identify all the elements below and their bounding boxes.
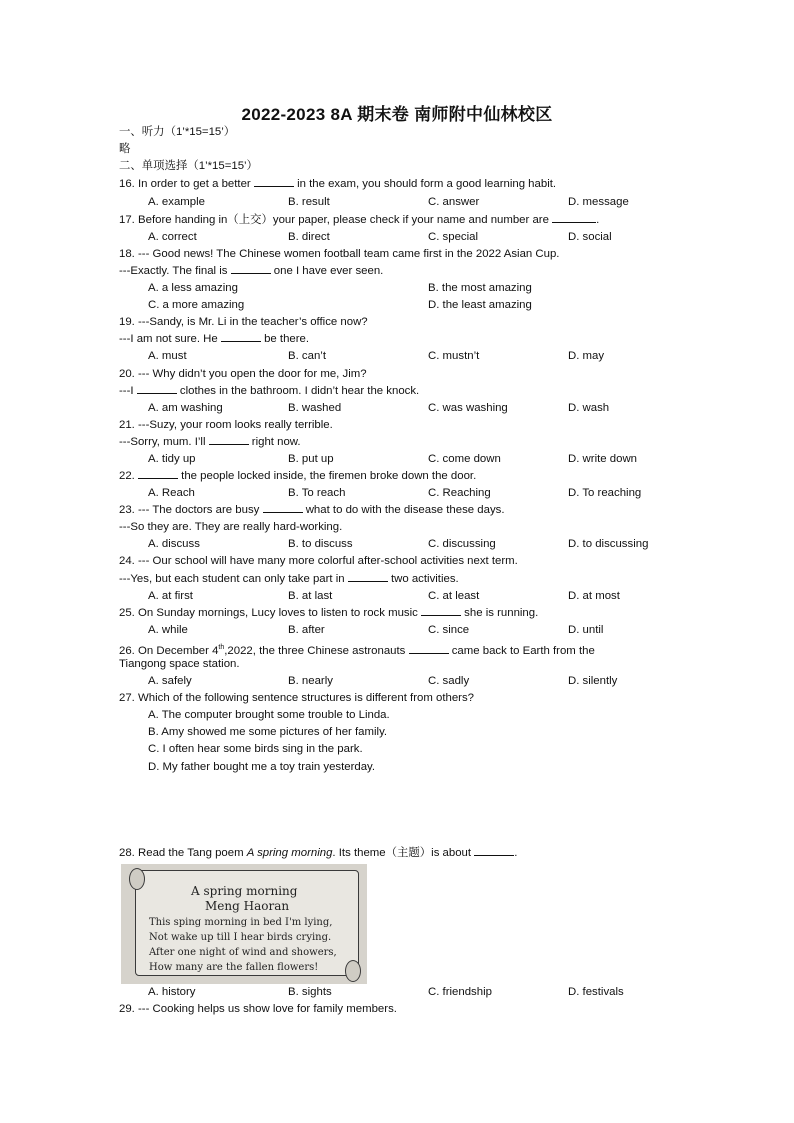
question-number: 16.: [119, 178, 135, 190]
question-29: [119, 1001, 397, 1018]
question-text: Read the Tang poem: [138, 847, 247, 859]
question-text: the people locked inside, the firemen broke down the door.: [178, 470, 477, 482]
question-19: [119, 314, 368, 331]
option-d: D. social: [568, 231, 612, 243]
option-d: D. write down: [568, 453, 638, 465]
question-number: 24.: [119, 555, 135, 567]
option-c: C. Reaching: [428, 487, 491, 499]
question-19-reply: [119, 331, 309, 348]
question-text: ,2022, the three Chinese astronauts: [224, 644, 409, 657]
option-c: C. sadly: [428, 675, 470, 687]
question-text: what to do with the disease these days.: [302, 504, 505, 516]
section-omitted-note: 略: [119, 143, 131, 155]
question-text: In order to get a better: [138, 178, 254, 190]
option-b: B. result: [288, 196, 330, 208]
scroll-roll-top-left: [129, 868, 145, 890]
question-text: ---So they are. They are really hard-working.: [119, 521, 343, 533]
poem-line: After one night of wind and showers,: [149, 947, 337, 958]
poem-line: Not wake up till I hear birds crying.: [149, 932, 332, 943]
question-text: On Sunday mornings, Lucy loves to listen to rock music: [138, 607, 422, 619]
poem-author: Meng Haoran: [205, 899, 290, 913]
question-text: . Its theme（主题）is about: [332, 847, 475, 859]
scroll-roll-bottom-right: [345, 960, 361, 982]
question-21: [119, 417, 333, 434]
option-a: A. at first: [148, 590, 193, 602]
option-d: D. the least amazing: [428, 299, 532, 311]
answer-blank: [231, 263, 271, 274]
answer-blank: [421, 605, 461, 616]
question-number: 26.: [119, 644, 135, 657]
question-text: right now.: [248, 436, 301, 448]
option-c: C. since: [428, 624, 470, 636]
poem-line: This sping morning in bed I'm lying,: [149, 917, 333, 928]
option-d: D. at most: [568, 590, 620, 602]
option-c: C. at least: [428, 590, 480, 602]
question-23-reply: [119, 519, 342, 536]
option-c: C. friendship: [428, 986, 492, 998]
question-text: --- Our school will have many more colorful after-school activities next term.: [138, 555, 518, 567]
question-text: ---Sandy, is Mr. Li in the teacher’s office now?: [138, 316, 368, 328]
answer-blank: [137, 383, 177, 394]
question-text: in the exam, you should form a good learning habit.: [293, 178, 557, 190]
question-text: ---Exactly. The final is: [119, 265, 231, 277]
option-a: A. history: [148, 986, 196, 998]
answer-blank: [221, 331, 261, 342]
question-text: Before handing in（上交）your paper, please check if your name and number are: [138, 214, 553, 226]
option-a: A. The computer brought some trouble to Linda.: [148, 709, 390, 721]
option-a: A. Reach: [148, 487, 195, 499]
question-18-reply: [119, 263, 383, 280]
option-b: B. direct: [288, 231, 330, 243]
option-b: B. the most amazing: [428, 282, 532, 294]
option-a: A. while: [148, 624, 188, 636]
option-b: B. at last: [288, 590, 333, 602]
question-18: [119, 246, 559, 263]
answer-blank: [474, 845, 514, 856]
option-a: A. tidy up: [148, 453, 196, 465]
option-b: B. put up: [288, 453, 334, 465]
question-text: --- Good news! The Chinese women football team came first in the 2022 Asian Cup.: [138, 248, 560, 260]
answer-blank: [138, 468, 178, 479]
question-number: 18.: [119, 248, 135, 260]
option-a: A. am washing: [148, 402, 223, 414]
section-single-choice: 二、单项选择（1’*15=15’）: [119, 160, 258, 172]
option-c: C. mustn’t: [428, 350, 480, 362]
question-number: 29.: [119, 1003, 135, 1015]
option-a: A. safely: [148, 675, 192, 687]
question-text: clothes in the bathroom. I didn’t hear the knock.: [176, 385, 420, 397]
poem-line: How many are the fallen flowers!: [149, 962, 319, 973]
question-26-continued: [119, 656, 240, 673]
poem-title-italic: A spring morning: [246, 847, 333, 859]
question-number: 19.: [119, 316, 135, 328]
question-text: ---Sorry, mum. I’ll: [119, 436, 209, 448]
question-number: 23.: [119, 504, 135, 516]
answer-blank: [409, 643, 449, 654]
answer-blank: [209, 434, 249, 445]
question-28: [119, 845, 517, 862]
question-text: On December 4: [138, 644, 219, 657]
option-b: B. to discuss: [288, 538, 353, 550]
question-text: two activities.: [387, 573, 459, 585]
question-21-reply: [119, 434, 301, 451]
answer-blank: [254, 176, 294, 187]
option-b: B. To reach: [288, 487, 346, 499]
page-title: 2022-2023 8A 期末卷 南师附中仙林校区: [241, 105, 553, 124]
option-d: D. message: [568, 196, 629, 208]
option-c: C. answer: [428, 196, 480, 208]
question-text: one I have ever seen.: [270, 265, 384, 277]
question-24-reply: [119, 571, 459, 588]
option-c: C. a more amazing: [148, 299, 245, 311]
option-c: C. I often hear some birds sing in the park.: [148, 743, 363, 755]
question-text: .: [596, 214, 600, 226]
question-text: --- The doctors are busy: [138, 504, 263, 516]
question-24: [119, 553, 518, 570]
option-d: D. may: [568, 350, 605, 362]
option-b: B. Amy showed me some pictures of her family.: [148, 726, 388, 738]
question-number: 22.: [119, 470, 135, 482]
question-number: 25.: [119, 607, 135, 619]
option-a: A. discuss: [148, 538, 200, 550]
question-text: --- Cooking helps us show love for family members.: [138, 1003, 397, 1015]
option-d: D. to discussing: [568, 538, 649, 550]
question-25: [119, 605, 538, 622]
option-b: B. washed: [288, 402, 342, 414]
option-a: A. must: [148, 350, 187, 362]
option-c: C. discussing: [428, 538, 496, 550]
question-text: be there.: [260, 333, 310, 345]
option-b: B. nearly: [288, 675, 333, 687]
question-17: [119, 212, 599, 229]
question-16: [119, 176, 556, 193]
question-text: came back to Earth from the: [448, 644, 595, 657]
poem-title: A spring morning: [191, 884, 298, 898]
question-number: 20.: [119, 368, 135, 380]
option-c: C. was washing: [428, 402, 508, 414]
answer-blank: [552, 212, 596, 223]
option-a: A. correct: [148, 231, 197, 243]
question-20-reply: [119, 383, 419, 400]
section-listening: 一、听力（1’*15=15’）: [119, 126, 236, 138]
answer-blank: [348, 571, 388, 582]
question-text: Which of the following sentence structures is different from others?: [138, 692, 474, 704]
question-text: ---I: [119, 385, 137, 397]
option-d: D. wash: [568, 402, 610, 414]
answer-blank: [263, 502, 303, 513]
option-d: D. until: [568, 624, 604, 636]
question-number: 17.: [119, 214, 135, 226]
question-text: ---I am not sure. He: [119, 333, 221, 345]
option-c: C. come down: [428, 453, 501, 465]
question-number: 28.: [119, 847, 135, 859]
option-d: D. To reaching: [568, 487, 642, 499]
question-text: Tiangong space station.: [119, 658, 240, 670]
question-text: ---Yes, but each student can only take part in: [119, 573, 348, 585]
option-a: A. a less amazing: [148, 282, 238, 294]
question-23: [119, 502, 505, 519]
question-text: she is running.: [461, 607, 539, 619]
poem-image: [121, 864, 367, 984]
option-c: C. special: [428, 231, 479, 243]
question-text: ---Suzy, your room looks really terrible.: [138, 419, 333, 431]
option-b: B. after: [288, 624, 325, 636]
question-20: [119, 366, 367, 383]
question-27: [119, 690, 474, 707]
question-text: .: [514, 847, 518, 859]
question-text: --- Why didn’t you open the door for me, Jim?: [138, 368, 367, 380]
option-d: D. festivals: [568, 986, 624, 998]
option-b: B. can’t: [288, 350, 326, 362]
question-number: 27.: [119, 692, 135, 704]
question-number: 21.: [119, 419, 135, 431]
ordinal-suffix: th: [218, 644, 225, 651]
option-b: B. sights: [288, 986, 332, 998]
question-22: [119, 468, 476, 485]
option-d: D. silently: [568, 675, 618, 687]
option-d: D. My father bought me a toy train yesterday.: [148, 761, 376, 773]
option-a: A. example: [148, 196, 205, 208]
